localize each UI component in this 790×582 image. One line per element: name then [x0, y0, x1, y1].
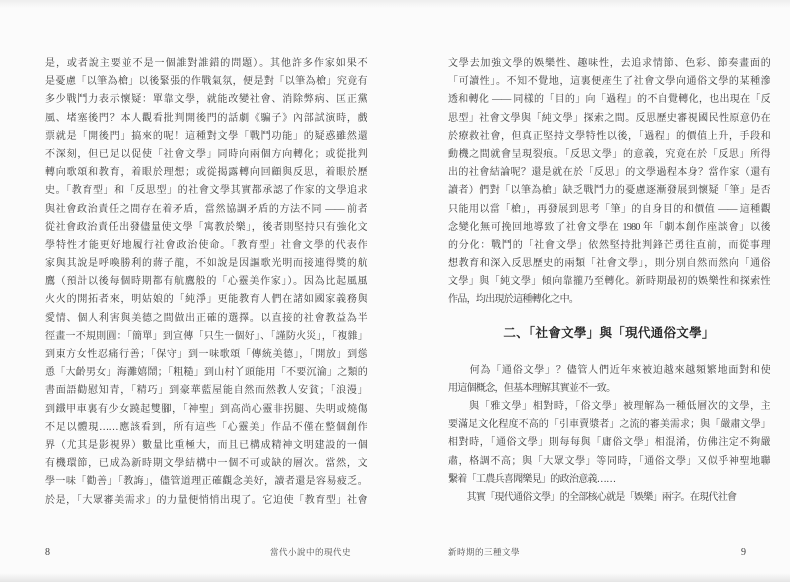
text-line: 繫着「工農兵喜聞樂見」的政治意義…… — [448, 473, 616, 485]
text-line: 於療救社會，但真正堅持文學特性以後，「過程」的價值上升，手段和 — [448, 130, 770, 142]
right-page-footer — [448, 545, 770, 559]
scan-bottom-edge — [0, 573, 790, 582]
text-line: 與「雅文學」相對時，「俗文學」被理解為一種低層次的文學，主 — [448, 401, 770, 412]
text-line: 不足以體現……應該看到，所有這些「心靈美」作品不僅在整個創作 — [45, 421, 367, 433]
text-line: 何為「通俗文學」？儘管人們近年來被迫越來越頻繁地面對和使 — [448, 364, 770, 376]
text-line: 恿「大齡男女」海灘嬉鬧；「粗糙」到山村丫頭能用「不要沉淪」之類的 — [45, 367, 367, 379]
text-line: 家與其說是呼喚勝利的蔣子龍，不如說是因謳歌光明而接連得獎的航 — [45, 258, 367, 270]
text-line: 徑畫一不規則圓：「簡單」到宣傳「只生一個好」、「謹防火災」，「複雜」 — [45, 330, 367, 342]
text-line: 界（尤其是影視界）數量比重極大，而且已構成精神文明建設的一個 — [45, 439, 367, 451]
text-line: 與社會政治責任之間存在着矛盾，當然協調矛盾的方法不同 —— 前者 — [45, 203, 367, 215]
text-line: 其實「現代通俗文學」的全部核心就是「娛樂」兩字。在現代社會 — [448, 491, 737, 503]
text-line: 文學去加強文學的娛樂性、趣味性，去追求情節、色彩、節奏畫面的 — [448, 58, 770, 69]
text-line: 學特性才能更好地履行社會政治使命。「教育型」社會文學的代表作 — [45, 239, 367, 251]
text-line: 從社會政治責任出發儘量使文學「寓教於樂」，後者則堅持只有強化文 — [45, 221, 367, 233]
text-line: 用這個概念，但基本理解其實並不一致。 — [448, 382, 616, 394]
text-line: 票就是「開後門」搞來的呢！這種對文學「戰鬥功能」的疑惑雖然還 — [45, 130, 367, 142]
text-line: 「可讀性」。不知不覺地，這裏便產生了社會文學向通俗文學的某種滲 — [448, 76, 770, 88]
text-line: 念變化無可挽回地導致了社會文學在 1980 年「劇本創作座談會」以後 — [448, 221, 770, 233]
text-line: 透和轉化 —— 同樣的「目的」向「過程」的不自覺轉化，也出現在「反 — [448, 94, 770, 106]
text-line: 只能用以當「槍」，再發展到思考「筆」的自身目的和價值 —— 這種觀 — [448, 203, 770, 215]
text-line: 相對時，「通俗文學」則每每與「庸俗文學」相混淆，仿佛注定不夠嚴 — [448, 437, 770, 449]
text-line: 讀者）們對「以筆為槍」缺乏戰鬥力的憂慮逐漸發展到懷疑「筆」是否 — [448, 185, 770, 197]
text-line: 作品，均出現於這種轉化之中。 — [448, 294, 579, 306]
text-line: 思型」社會文學與「純文學」探索之間。反思歷史審視國民性原意仍在 — [448, 112, 770, 124]
left-page-footer — [45, 545, 367, 559]
left-page-number: 8 — [45, 546, 50, 558]
scan-top-edge — [0, 0, 790, 8]
text-line: 火火的開拓者來，明姑娘的「純淨」更能教育人們在諸如國家義務與 — [45, 294, 367, 306]
right-page-text-bottom — [448, 362, 770, 508]
text-line: 文學」與「純文學」傾向靠攏乃至轉化。新時期最初的娛樂性和探索性 — [448, 276, 770, 288]
section-heading: 二、「社會文學」與「現代通俗文學」 — [503, 325, 715, 340]
text-line: 不深刻，但已足以促使「社會文學」同時向兩個方向轉化；或從批判 — [45, 148, 367, 160]
text-line: 是，或者說主要並不是一個誰對誰錯的問題）。其他許多作家如果不 — [45, 58, 367, 69]
text-line: 學一味「勸善」「教誨」，儘管道理正確觀念美好，讀者還是容易疲乏。 — [45, 476, 367, 488]
text-line: 愛情、個人利害與美德之間做出正確的選擇。以直接的社會教益為半 — [45, 312, 367, 324]
text-line: 史。「教育型」和「反思型」的社會文學其實都承認了作家的文學追求 — [45, 185, 367, 197]
text-line: 要滿足文化程度不高的「引車賣漿者」之流的審美需求；與「嚴肅文學」 — [448, 419, 770, 431]
right-page — [448, 55, 770, 507]
text-line: 的分化：戰鬥的「社會文學」依然堅持批判鋒芒勇往直前，而從事理 — [448, 239, 770, 251]
text-line: 多少戰鬥力表示懷疑：單靠文學，就能改變社會、消除弊病、匡正黨 — [45, 94, 367, 106]
text-line: 肅，格調不高；與「大眾文學」等同時，「通俗文學」又似乎神聖地聯 — [448, 455, 770, 467]
right-running-title: 新時期的三種文學 — [448, 547, 521, 557]
text-line: 轉向歌頌和教育，着眼於理想；或從揭露轉向回顧與反思，着眼於歷 — [45, 167, 367, 179]
text-line: 到鐵甲車裏有少女蹺起雙腳，「神聖」到高尚心靈非拐腿、失明或燒傷 — [45, 403, 367, 415]
text-line: 於是，「大眾審美需求」的力量便悄悄出現了。它迫使「教育型」社會 — [45, 494, 367, 506]
text-line: 風、堵塞後門？本人觀看批判開後門的話劇《騙子》內部試演時，戲 — [45, 112, 367, 124]
text-line: 想教育和深入反思歷史的兩類「社會文學」，則分別自然而然向「通俗 — [448, 258, 770, 270]
text-line: 有機環節，已成為新時期文學結構中一個不可或缺的層次。當然，文 — [45, 458, 367, 470]
text-line: 是憂慮「以筆為槍」以後緊張的作戰氣氛，便是對「以筆為槍」究竟有 — [45, 76, 367, 88]
left-running-title: 當代小說中的現代史 — [269, 547, 351, 557]
text-line: 動機之間就會呈現裂痕。「反思文學」的意義，究竟在於「反思」所得 — [448, 148, 770, 160]
text-line: 鷹（預計以後每個時期都有航鷹般的「心靈美作家」）。因為比起風風 — [45, 276, 367, 288]
text-line: 到東方女性忍痛行善；「保守」到一味歌頌「傳統美德」，「開放」到慫 — [45, 349, 367, 360]
right-page-text-top — [448, 55, 770, 310]
text-line: 書面語勸慰知青，「精巧」到豪華藍屋能自然而然教人安貧；「浪漫」 — [45, 385, 367, 397]
left-page-text — [45, 55, 367, 510]
text-line: 出的社會結論呢？還是就在於「反思」的文學過程本身？當作家（還有 — [448, 167, 770, 179]
right-page-number: 9 — [741, 546, 746, 558]
